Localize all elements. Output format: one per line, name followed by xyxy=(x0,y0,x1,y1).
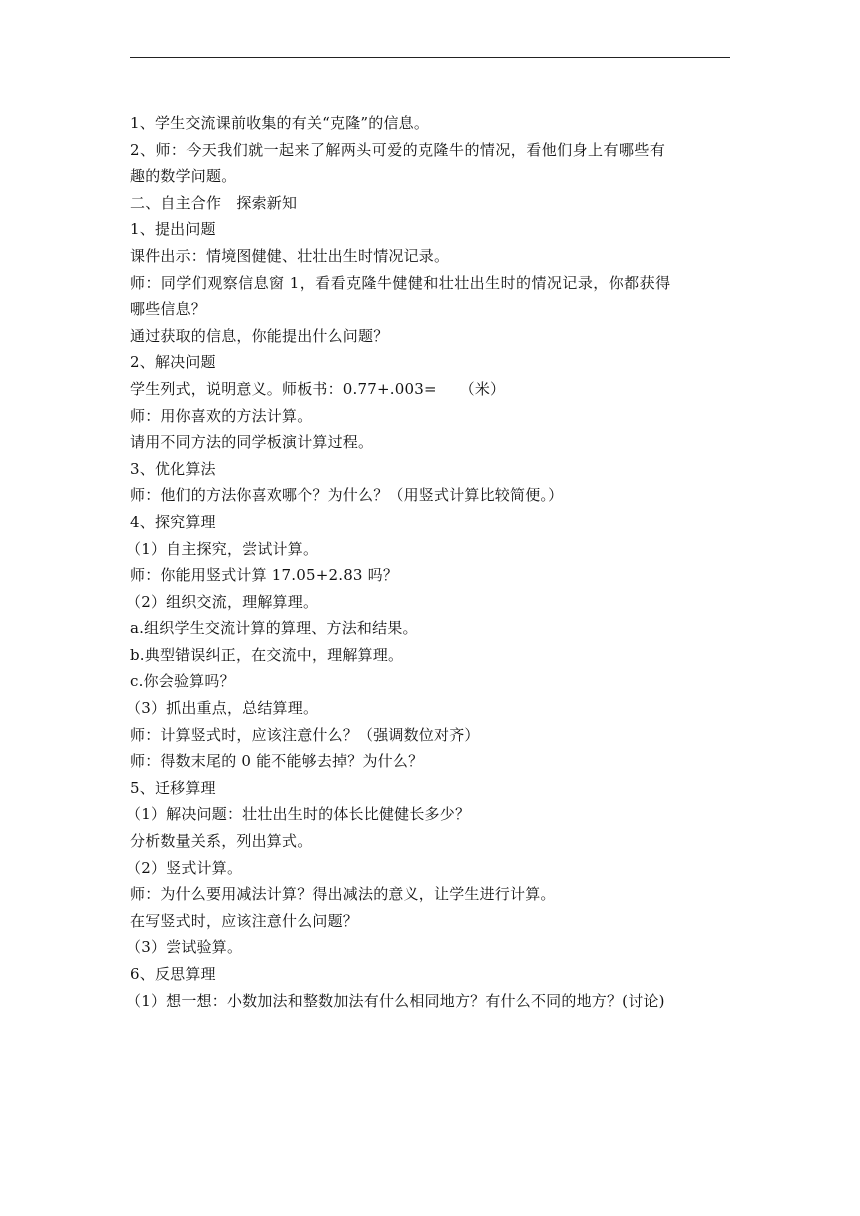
subsection-heading: 6、反思算理 xyxy=(130,965,216,983)
text-line: 请用不同方法的同学板演计算过程。 xyxy=(130,433,374,452)
subsection-heading: 1、提出问题 xyxy=(130,220,216,239)
text-line: 趣的数学问题。 xyxy=(130,167,237,186)
text-line: 2、师：今天我们就一起来了解两头可爱的克隆牛的情况，看他们身上有哪些有 xyxy=(130,140,666,159)
header-rule xyxy=(130,57,730,58)
list-item: （2）竖式计算。 xyxy=(126,858,243,877)
text-line: 师：为什么要用减法计算？得出减法的意义，让学生进行计算。 xyxy=(130,885,556,904)
list-item: c.你会验算吗？ xyxy=(130,672,235,691)
text-line: 师：他们的方法你喜欢哪个？为什么？（用竖式计算比较简便。） xyxy=(130,486,564,505)
subsection-heading: 5、迁移算理 xyxy=(130,778,216,797)
text-line: 分析数量关系，列出算式。 xyxy=(130,832,313,851)
text-line: 在写竖式时，应该注意什么问题？ xyxy=(130,911,359,930)
list-item: （1）想一想：小数加法和整数加法有什么相同地方？有什么不同的地方？(讨论) xyxy=(126,991,665,1010)
text-line: 学生列式，说明意义。师板书：0.77+.003= （米） xyxy=(130,379,506,398)
text-line: 哪些信息？ xyxy=(130,300,207,319)
subsection-heading: 3、优化算法 xyxy=(130,459,216,478)
list-item: （2）组织交流，理解算理。 xyxy=(126,592,319,611)
text-line: 师：得数末尾的 0 能不能够去掉？为什么？ xyxy=(130,752,424,771)
list-item: （3）尝试验算。 xyxy=(126,938,243,957)
text-line: 师：你能用竖式计算 17.05+2.83 吗？ xyxy=(130,566,399,585)
subsection-heading: 2、解决问题 xyxy=(130,353,216,372)
list-item: （1）解决问题：壮壮出生时的体长比健健长多少？ xyxy=(126,805,471,824)
text-line: 师：计算竖式时，应该注意什么？（强调数位对齐） xyxy=(130,725,480,744)
text-line: 师：同学们观察信息窗 1，看看克隆牛健健和壮壮出生时的情况记录，你都获得 xyxy=(130,273,671,292)
list-item: （1）自主探究，尝试计算。 xyxy=(126,539,319,558)
text-line: 通过获取的信息，你能提出什么问题？ xyxy=(130,326,389,345)
list-item: b.典型错误纠正，在交流中，理解算理。 xyxy=(130,645,404,664)
subsection-heading: 4、探究算理 xyxy=(130,512,216,531)
text-line: 课件出示：情境图健健、壮壮出生时情况记录。 xyxy=(130,246,450,265)
text-line: 1、学生交流课前收集的有关“克隆”的信息。 xyxy=(130,114,430,132)
section-heading: 二、自主合作 探索新知 xyxy=(130,193,298,212)
text-line: 师：用你喜欢的方法计算。 xyxy=(130,406,313,425)
list-item: （3）抓出重点，总结算理。 xyxy=(126,699,319,718)
list-item: a.组织学生交流计算的算理、方法和结果。 xyxy=(130,619,418,638)
document-body xyxy=(126,110,732,1014)
